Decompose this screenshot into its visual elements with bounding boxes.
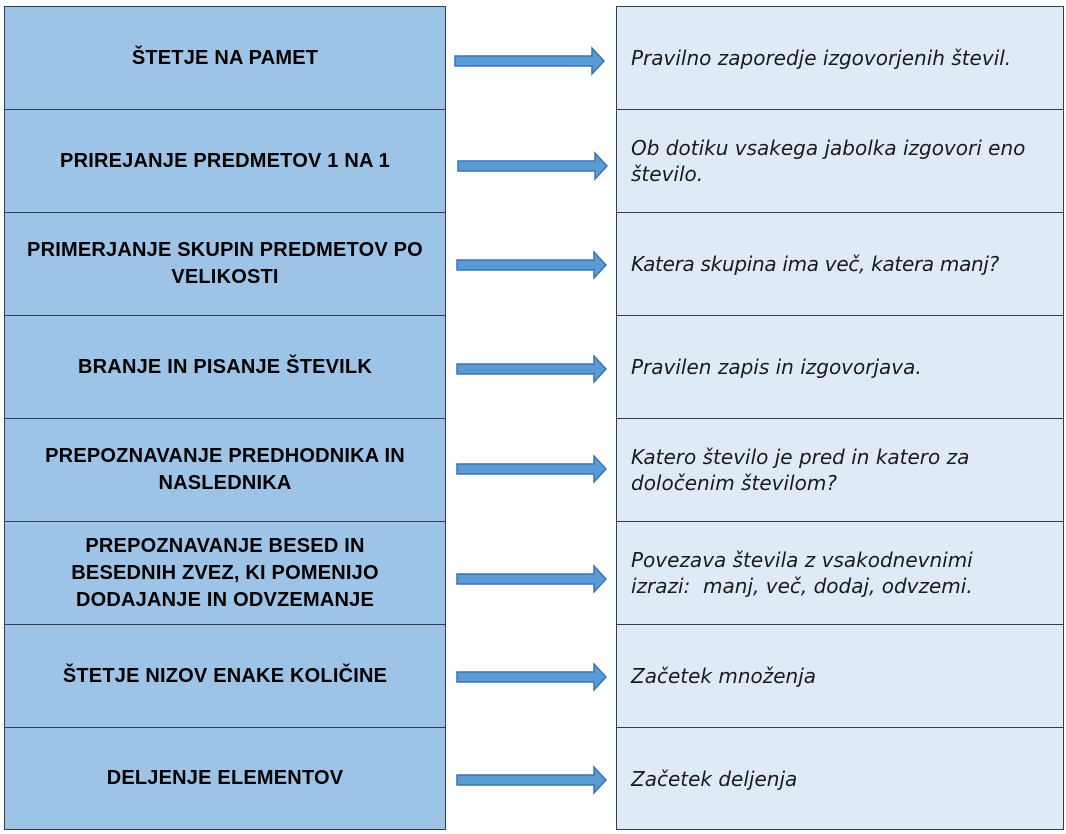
concept-label: PREPOZNAVANJE BESED IN BESEDNIH ZVEZ, KI POMENIJO DODAJANJE IN ODVZEMANJE [71,534,379,611]
concept-label: PRIREJANJE PREDMETOV 1 NA 1 [60,149,390,172]
example-text: Katero število je pred in katero za določenim številom? [631,445,970,495]
example-box [617,213,1063,315]
concept-box [5,213,445,315]
concept-box [5,316,445,418]
concept-box [5,728,445,829]
example-text: Začetek množenja [631,664,817,688]
example-box [617,728,1063,829]
concept-box [5,625,445,727]
arrow-right-icon [456,354,608,384]
concept-box [5,522,445,624]
example-box [617,419,1063,521]
concept-label: BRANJE IN PISANJE ŠTEVILK [78,355,372,378]
example-box [617,7,1063,109]
example-box [617,625,1063,727]
example-text: Pravilen zapis in izgovorjava. [631,355,922,379]
concept-label: ŠTETJE NIZOV ENAKE KOLIČINE [62,664,388,687]
example-text: Povezava števila z vsakodnevnimi izrazi: manj, več, dodaj, odvzemi. [631,548,980,598]
example-text: Katera skupina ima več, katera manj? [631,252,999,276]
examples-column [616,6,1064,830]
concept-label: DELJENJE ELEMENTOV [106,767,344,789]
concept-box [5,110,445,212]
concept-label: ŠTETJE NA PAMET [131,46,319,69]
concept-box [5,7,445,109]
arrow-right-icon [457,151,609,181]
concept-label: PRIMERJANJE SKUPIN PREDMETOV PO VELIKOSTI [27,239,423,288]
arrow-right-icon [456,454,608,484]
arrow-right-icon [454,46,606,76]
concept-box [5,419,445,521]
concept-label: PREPOZNAVANJE PREDHODNIKA IN NASLEDNIKA [45,445,405,494]
example-box [617,316,1063,418]
example-text: Pravilno zaporedje izgovorjenih števil. [631,46,1012,70]
example-box [617,522,1063,624]
example-text: Začetek deljenja [631,766,798,791]
concepts-column [4,6,446,830]
example-text: Ob dotiku vsakega jabolka izgovori eno število. [631,136,1026,186]
arrow-right-icon [456,765,608,795]
arrow-right-icon [456,250,608,280]
arrow-right-icon [456,662,608,692]
arrow-right-icon [456,564,608,594]
example-box [617,110,1063,212]
